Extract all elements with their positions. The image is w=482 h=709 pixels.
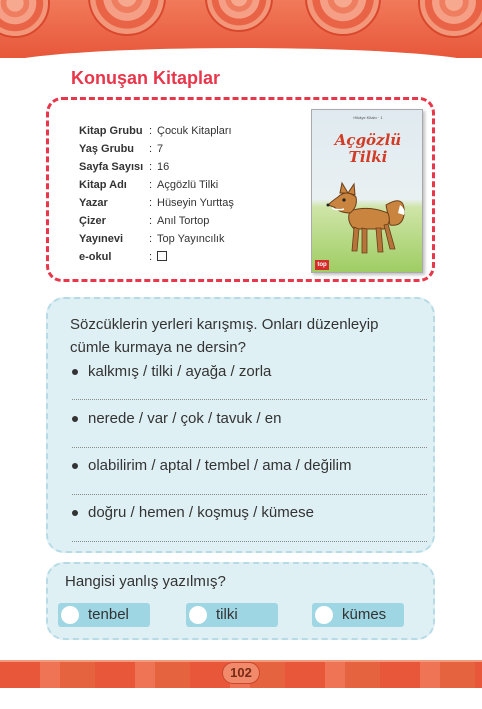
info-row-yayinevi: Yayınevi : Top Yayıncılık [79, 230, 234, 248]
option-label: tenbel [88, 606, 129, 623]
info-label: e-okul [79, 251, 112, 263]
info-row-sayfa-sayisi: Sayfa Sayısı : 16 [79, 158, 234, 176]
info-label: Kitap Adı [79, 179, 127, 191]
answer-line[interactable] [72, 494, 427, 495]
info-value: Top Yayıncılık [157, 233, 225, 245]
info-row-yazar: Yazar : Hüseyin Yurttaş [79, 194, 234, 212]
book-series-text: Hikâye Kitabı · 1 [353, 115, 383, 120]
bullet-icon [72, 369, 78, 375]
info-value: 7 [157, 143, 164, 155]
book-cover-title-line1: Açgözlü [334, 131, 402, 149]
info-row-kitap-grubu: Kitap Grubu : Çocuk Kitapları [79, 122, 234, 140]
bullet-icon [72, 510, 78, 516]
info-label: Kitap Grubu [79, 125, 143, 137]
book-info-list [79, 122, 234, 266]
book-cover-title [312, 132, 423, 166]
info-value: Açgözlü Tilki [157, 179, 219, 191]
info-value: Hüseyin Yurttaş [157, 197, 234, 209]
list-item [72, 504, 314, 521]
exercise-question: Sözcüklerin yerleri karışmış. Onları düzenleyip cümle kurmaya ne dersin? [70, 316, 379, 356]
option-tenbel[interactable] [58, 603, 150, 627]
option-tilki[interactable] [186, 603, 278, 627]
answer-line[interactable] [72, 447, 427, 448]
top-wood-banner [0, 0, 482, 58]
log-slice-icon [418, 0, 482, 38]
info-row-kitap-adi: Kitap Adı : Açgözlü Tilki [79, 176, 234, 194]
list-item [72, 457, 351, 474]
option-kumes[interactable] [312, 603, 404, 627]
radio-circle-icon[interactable] [315, 606, 333, 624]
info-row-e-okul: e-okul : [79, 248, 234, 266]
info-value: Çocuk Kitapları [157, 125, 232, 137]
log-slice-icon [0, 0, 50, 38]
radio-circle-icon[interactable] [61, 606, 79, 624]
info-row-cizer: Çizer : Anıl Tortop [79, 212, 234, 230]
e-okul-checkbox[interactable] [157, 251, 167, 261]
radio-circle-icon[interactable] [189, 606, 207, 624]
info-row-yas-grubu: Yaş Grubu : 7 [79, 140, 234, 158]
option-label: tilki [216, 606, 238, 623]
item-text: kalkmış / tilki / ayağa / zorla [88, 363, 272, 380]
info-label: Çizer [79, 215, 106, 227]
page-number: 102 [222, 662, 260, 684]
section-title: Konuşan Kitaplar [71, 68, 221, 88]
fox-illustration-icon [324, 175, 414, 260]
info-label: Sayfa Sayısı [79, 161, 144, 173]
publisher-logo: top [315, 260, 329, 270]
answer-line[interactable] [72, 399, 427, 400]
book-cover-title-line2: Tilki [348, 148, 388, 166]
choice-card [46, 562, 435, 640]
exercise-card [46, 297, 435, 553]
e-okul-checkbox-wrap [157, 248, 167, 266]
item-text: olabilirim / aptal / tembel / ama / değilim [88, 457, 352, 474]
log-slice-icon [205, 0, 273, 32]
item-text: nerede / var / çok / tavuk / en [88, 410, 282, 427]
info-label: Yaş Grubu [79, 143, 135, 155]
option-label: kümes [342, 606, 387, 623]
info-value: Anıl Tortop [157, 215, 210, 227]
bullet-icon [72, 463, 78, 469]
item-text: doğru / hemen / koşmuş / kümese [88, 504, 314, 521]
answer-line[interactable] [72, 541, 427, 542]
log-slice-icon [305, 0, 381, 36]
info-label: Yayınevi [79, 233, 124, 245]
book-cover-image [311, 109, 423, 273]
log-slice-icon [88, 0, 166, 36]
info-label: Yazar [79, 197, 108, 209]
list-item [72, 363, 271, 380]
list-item [72, 410, 281, 427]
choice-question: Hangisi yanlış yazılmış? [65, 573, 226, 590]
bullet-icon [72, 416, 78, 422]
book-info-card [46, 97, 435, 282]
info-value: 16 [157, 161, 170, 173]
